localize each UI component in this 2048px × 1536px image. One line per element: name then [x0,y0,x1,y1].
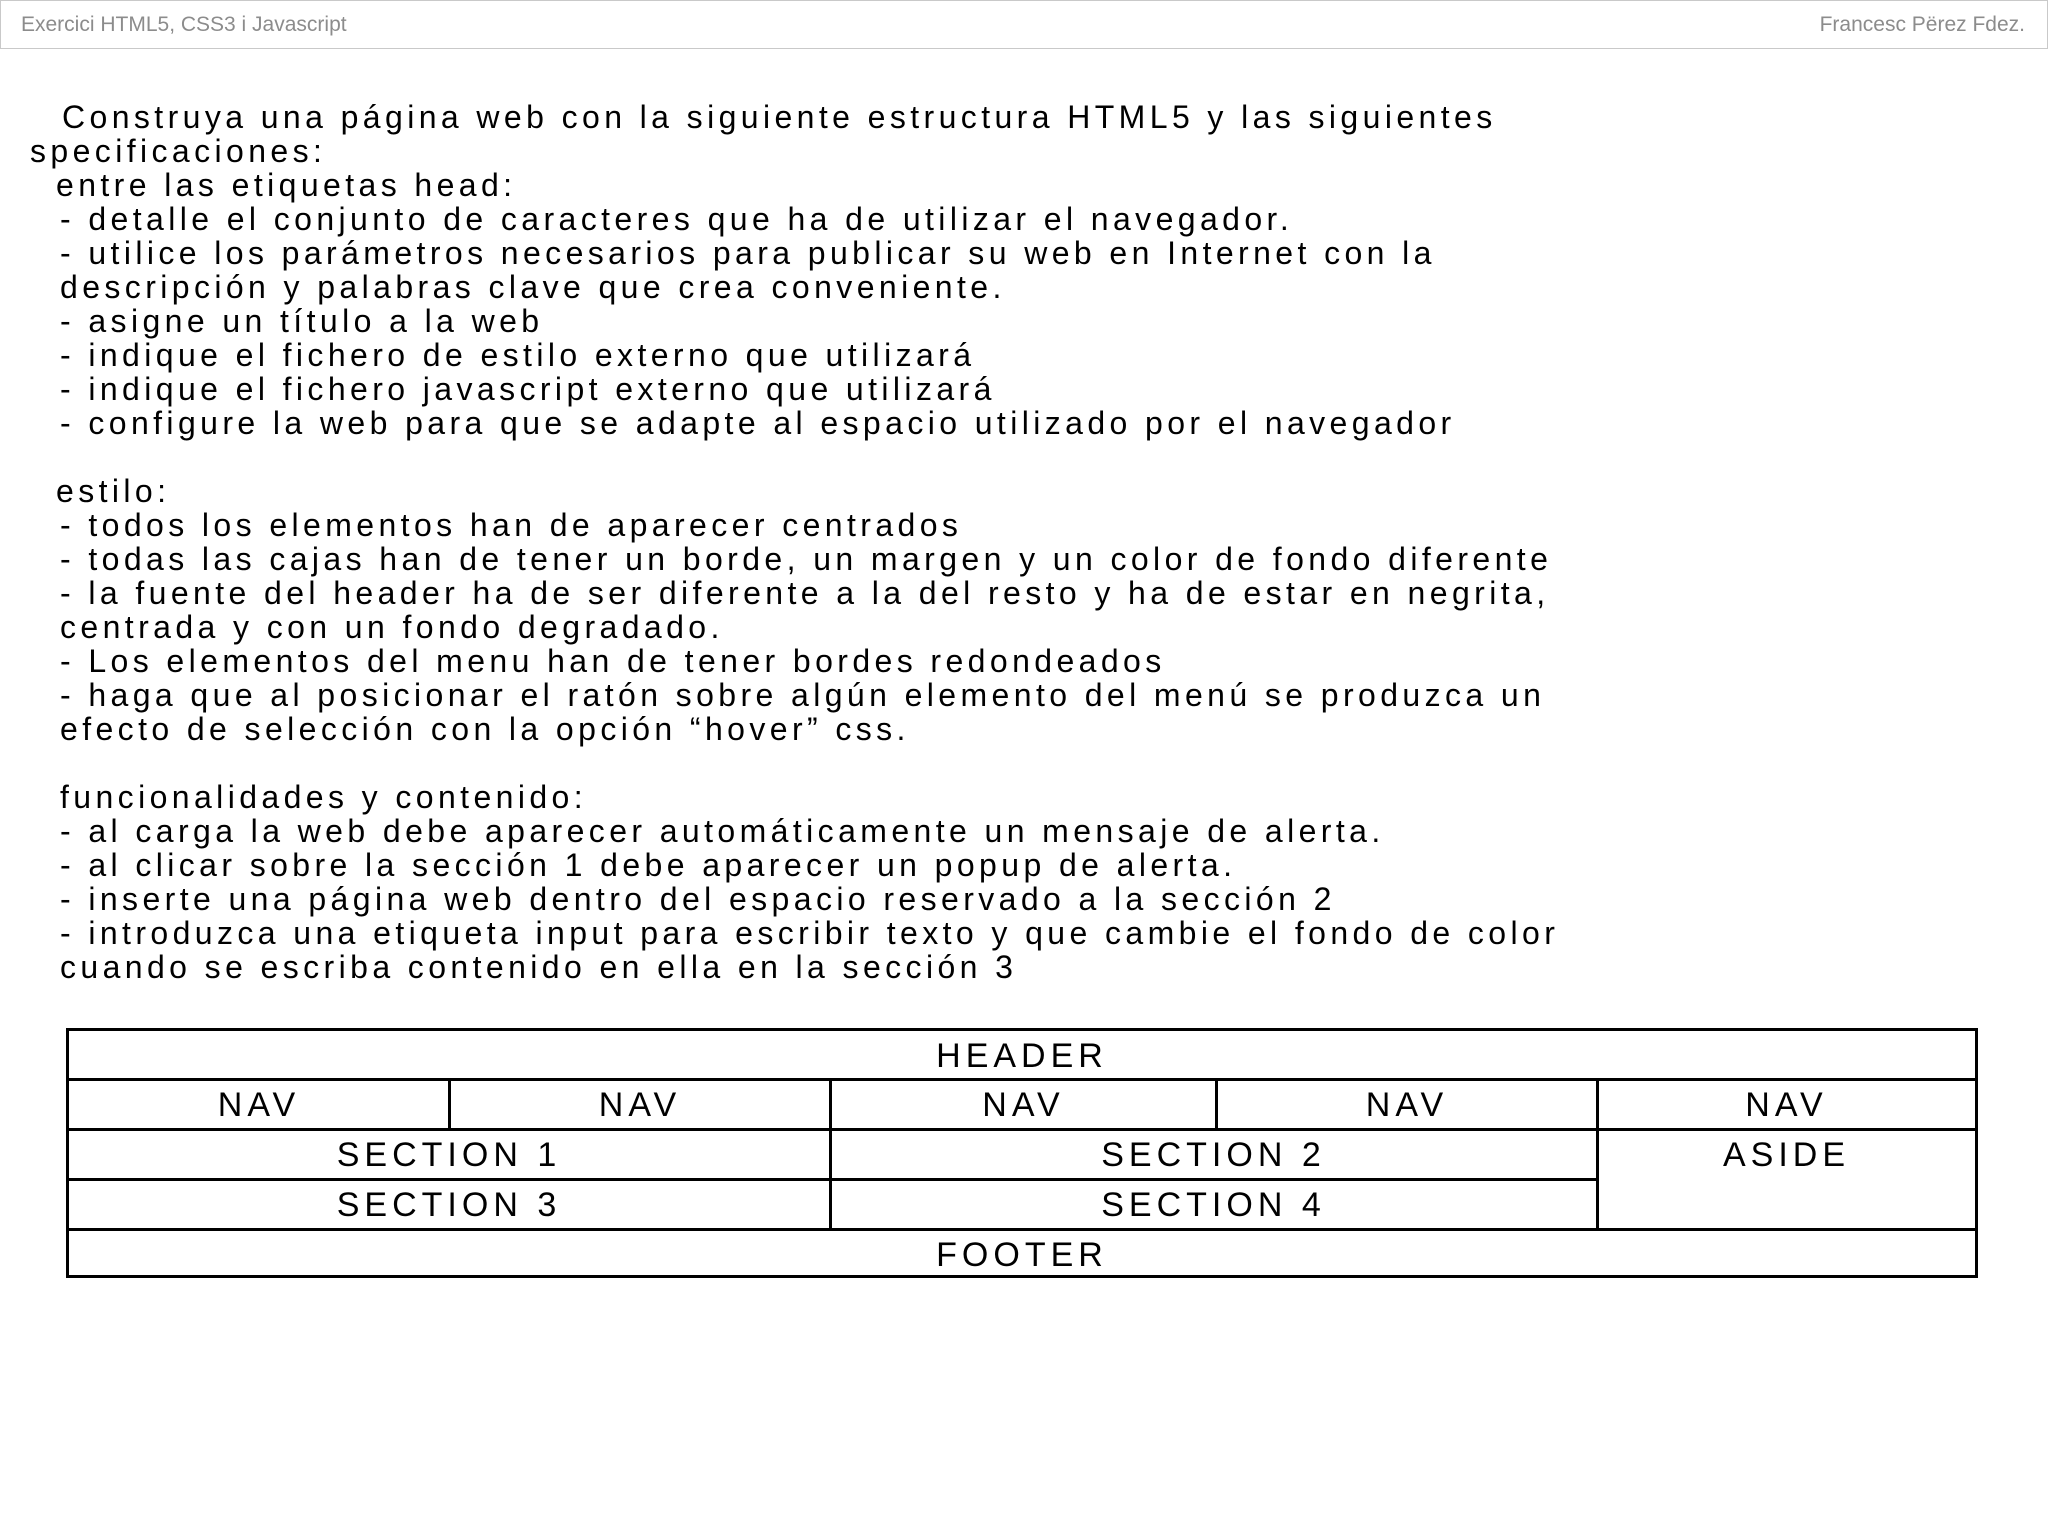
text-line: specificaciones: [30,133,327,169]
header-cell: HEADER [936,1037,1108,1075]
nav-cell: NAV [598,1086,682,1124]
text-line: funcionalidades y contenido: [60,779,588,815]
text-line: Construya una página web con la siguiente estructura HTML5 y las siguientes [62,100,1497,135]
text-line: - al carga la web debe aparecer automáticamente un mensaje de alerta. [60,813,1385,849]
text-line: - haga que al posicionar el ratón sobre algún elemento del menú se produzca un [60,677,1546,713]
layout-diagram [66,1028,1978,1278]
text-line: - utilice los parámetros necesarios para publicar su web en Internet con la [60,235,1436,271]
slide-header [0,0,2048,49]
text-line: - la fuente del header ha de ser diferente a la del resto y ha de estar en negrita, [60,575,1550,611]
text-line: - indique el fichero de estilo externo que utilizará [60,337,976,373]
slide-author: Francesc Përez Fdez. [1819,13,2025,36]
text-line: entre las etiquetas head: [56,167,517,203]
text-line: - todos los elementos han de aparecer centrados [60,507,963,543]
instructions-text [0,100,2048,1000]
nav-cell: NAV [217,1086,301,1124]
text-line: descripción y palabras clave que crea conveniente. [60,269,1006,305]
text-line: - inserte una página web dentro del espacio reservado a la sección 2 [60,881,1336,917]
text-line: - asigne un título a la web [60,303,544,339]
section-4-cell: SECTION 4 [1101,1186,1326,1224]
slide-title: Exercici HTML5, CSS3 i Javascript [21,13,347,36]
text-line: estilo: [56,473,171,509]
section-3-cell: SECTION 3 [336,1186,562,1224]
text-line: - Los elementos del menu han de tener bordes redondeados [60,643,1166,679]
text-line: - indique el fichero javascript externo que utilizará [60,371,996,407]
section-1-cell: SECTION 1 [336,1136,562,1174]
text-line: centrada y con un fondo degradado. [60,609,724,645]
footer-cell: FOOTER [936,1236,1108,1274]
nav-cell: NAV [982,1086,1065,1124]
text-line: - detalle el conjunto de caracteres que ha de utilizar el navegador. [60,201,1294,237]
grid-line [69,1228,1975,1231]
grid-line [69,1128,1975,1131]
text-line: - configure la web para que se adapte al espacio utilizado por el navegador [60,405,1456,441]
section-2-cell: SECTION 2 [1101,1136,1326,1174]
text-line: efecto de selección con la opción “hover” css. [60,711,910,747]
text-line: - al clicar sobre la sección 1 debe aparecer un popup de alerta. [60,847,1237,883]
text-line: cuando se escriba contenido en ella en la sección 3 [60,949,1018,985]
grid-line [69,1178,1597,1181]
aside-cell: ASIDE [1722,1136,1851,1174]
text-line: - introduzca una etiqueta input para escribir texto y que cambie el fondo de color [60,915,1560,951]
grid-line [69,1078,1975,1081]
text-line: - todas las cajas han de tener un borde, un margen y un color de fondo diferente [60,541,1553,577]
nav-cell: NAV [1745,1086,1828,1124]
nav-cell: NAV [1365,1086,1449,1124]
